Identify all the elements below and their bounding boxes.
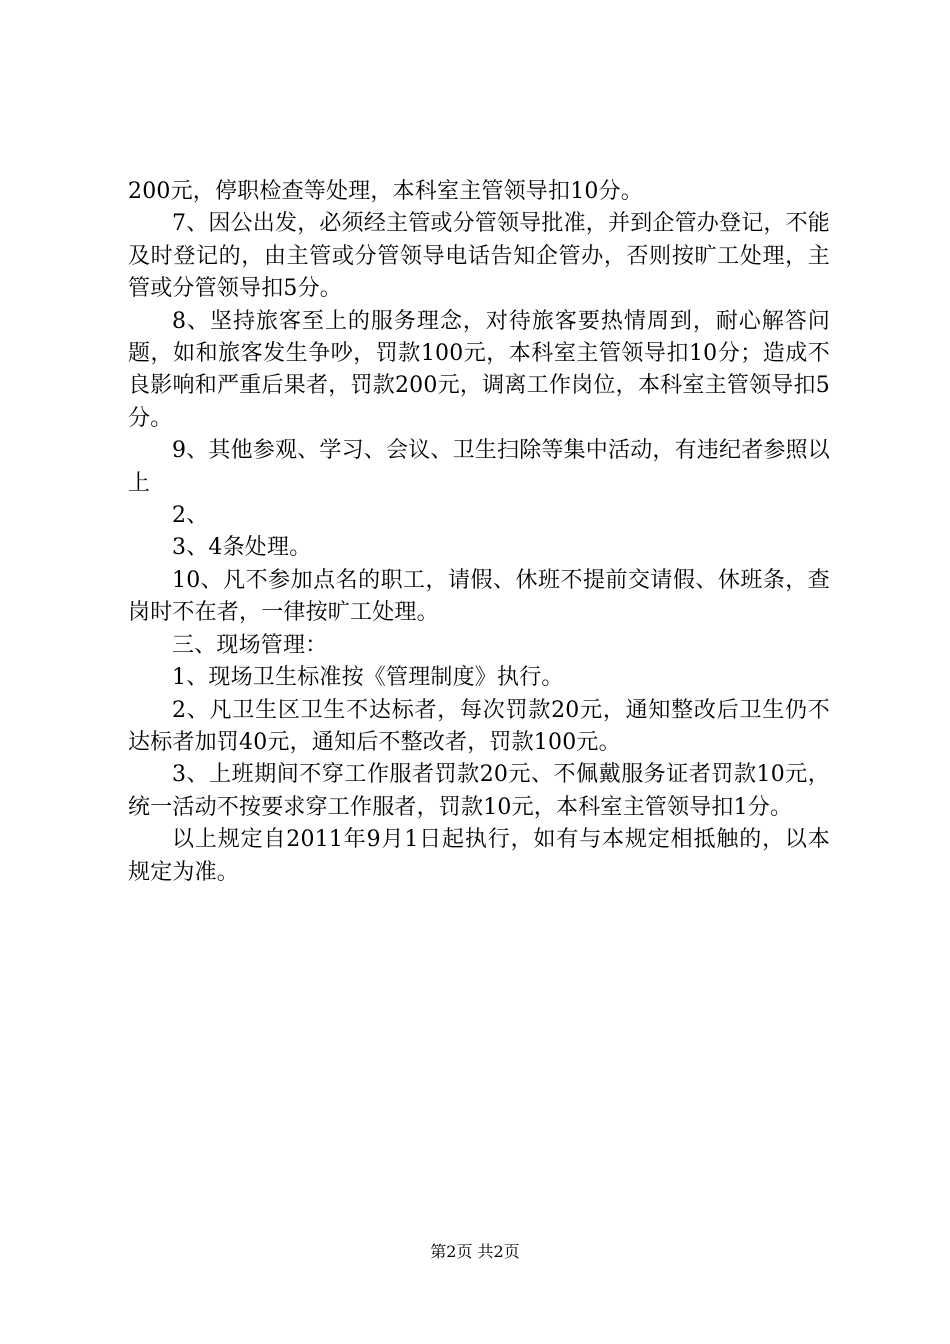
paragraph-3: 8、坚持旅客至上的服务理念，对待旅客要热情周到，耐心解答问题，如和旅客发生争吵，罚款100元，本科室主管领导扣10分；造成不良影响和严重后果者，罚款200元，调离工作岗位，本科室主管领导扣5分。 xyxy=(128,308,830,431)
paragraph-11: 3、上班期间不穿工作服者罚款20元、不佩戴服务证者罚款10元，统一活动不按要求穿工作服者，罚款10元，本科室主管领导扣1分。 xyxy=(128,762,830,820)
paragraph-5: 2、 xyxy=(172,503,209,529)
document-body xyxy=(128,176,830,889)
page-number: 第2页 共2页 xyxy=(430,1242,520,1261)
section-heading: 三、现场管理： xyxy=(172,632,328,658)
page-footer xyxy=(0,1242,950,1262)
paragraph-10: 2、凡卫生区卫生不达标者，每次罚款20元，通知整改后卫生仍不达标者加罚40元，通知后不整改者，罚款100元。 xyxy=(128,697,830,755)
paragraph-6: 3、4条处理。 xyxy=(172,535,312,561)
paragraph-4: 9、其他参观、学习、会议、卫生扫除等集中活动，有违纪者参照以上 xyxy=(128,438,830,496)
paragraph-2: 7、因公出发，必须经主管或分管领导批准，并到企管办登记，不能及时登记的，由主管或分管领导电话告知企管办，否则按旷工处理，主管或分管领导扣5分。 xyxy=(128,211,830,302)
paragraph-9: 1、现场卫生标准按《管理制度》执行。 xyxy=(172,665,564,691)
paragraph-7: 10、凡不参加点名的职工，请假、休班不提前交请假、休班条，查岗时不在者，一律按旷工处理。 xyxy=(128,567,830,626)
paragraph-12: 以上规定自2011年9月1日起执行，如有与本规定相抵触的，以本规定为准。 xyxy=(128,827,830,885)
paragraph-1: 200元，停职检查等处理，本科室主管领导扣10分。 xyxy=(128,179,643,204)
